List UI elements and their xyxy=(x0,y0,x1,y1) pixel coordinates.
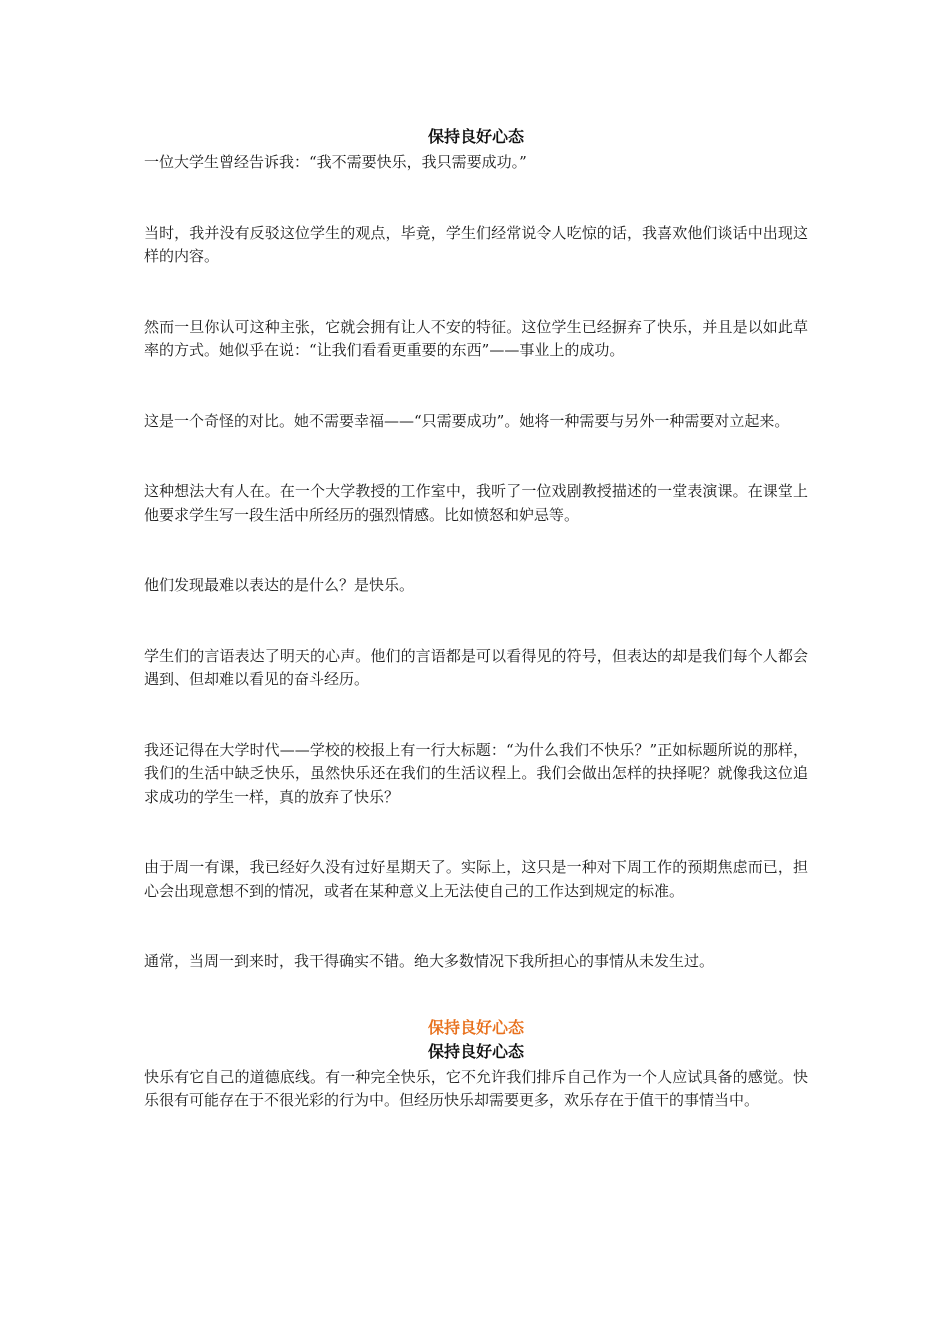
paragraph-7: 学生们的言语表达了明天的心声。他们的言语都是可以看得见的符号，但表达的却是我们每个人都会遇到、但却难以看见的奋斗经历。 xyxy=(144,646,808,688)
document-page xyxy=(144,0,808,1113)
paragraph-2: 当时，我并没有反驳这位学生的观点，毕竟，学生们经常说令人吃惊的话，我喜欢他们谈话中出现这样的内容。 xyxy=(144,223,808,265)
paragraph-4: 这是一个奇怪的对比。她不需要幸福——“只需要成功”。她将一种需要与另外一种需要对立起来。 xyxy=(144,411,790,430)
paragraph-3: 然而一旦你认可这种主张，它就会拥有让人不安的特征。这位学生已经摒弃了快乐，并且是以如此草率的方式。她似乎在说：“让我们看看更重要的东西”——事业上的成功。 xyxy=(144,317,808,359)
paragraph-1: 一位大学生曾经告诉我：“我不需要快乐，我只需要成功。” xyxy=(144,153,527,171)
paragraph-8: 我还记得在大学时代——学校的校报上有一行大标题：“为什么我们不快乐？”正如标题所说的那样，我们的生活中缺乏快乐，虽然快乐还在我们的生活议程上。我们会做出怎样的抉择呢？就像我这位追求成功的学生一样，真的放弃了快乐？ xyxy=(144,740,808,806)
document-title: 保持良好心态 xyxy=(427,127,524,146)
paragraph-9: 由于周一有课，我已经好久没有过好星期天了。实际上，这只是一种对下周工作的预期焦虑而已，担心会出现意想不到的情况，或者在某种意义上无法使自己的工作达到规定的标准。 xyxy=(144,858,808,900)
section-paragraph-1: 快乐有它自己的道德底线。有一种完全快乐，它不允许我们排斥自己作为一个人应试具备的感觉。快乐很有可能存在于不很光彩的行为中。但经历快乐却需要更多，欢乐存在于值干的事情当中。 xyxy=(144,1067,808,1109)
paragraph-6: 他们发现最难以表达的是什么？是快乐。 xyxy=(144,576,415,594)
section-title: 保持良好心态 xyxy=(427,1041,524,1061)
section-accent-title: 保持良好心态 xyxy=(427,1017,524,1037)
paragraph-5: 这种想法大有人在。在一个大学教授的工作室中，我听了一位戏剧教授描述的一堂表演课。在课堂上他要求学生写一段生活中所经历的强烈情感。比如愤怒和妒忌等。 xyxy=(144,482,808,524)
paragraph-10: 通常，当周一到来时，我干得确实不错。绝大多数情况下我所担心的事情从未发生过。 xyxy=(144,952,715,970)
